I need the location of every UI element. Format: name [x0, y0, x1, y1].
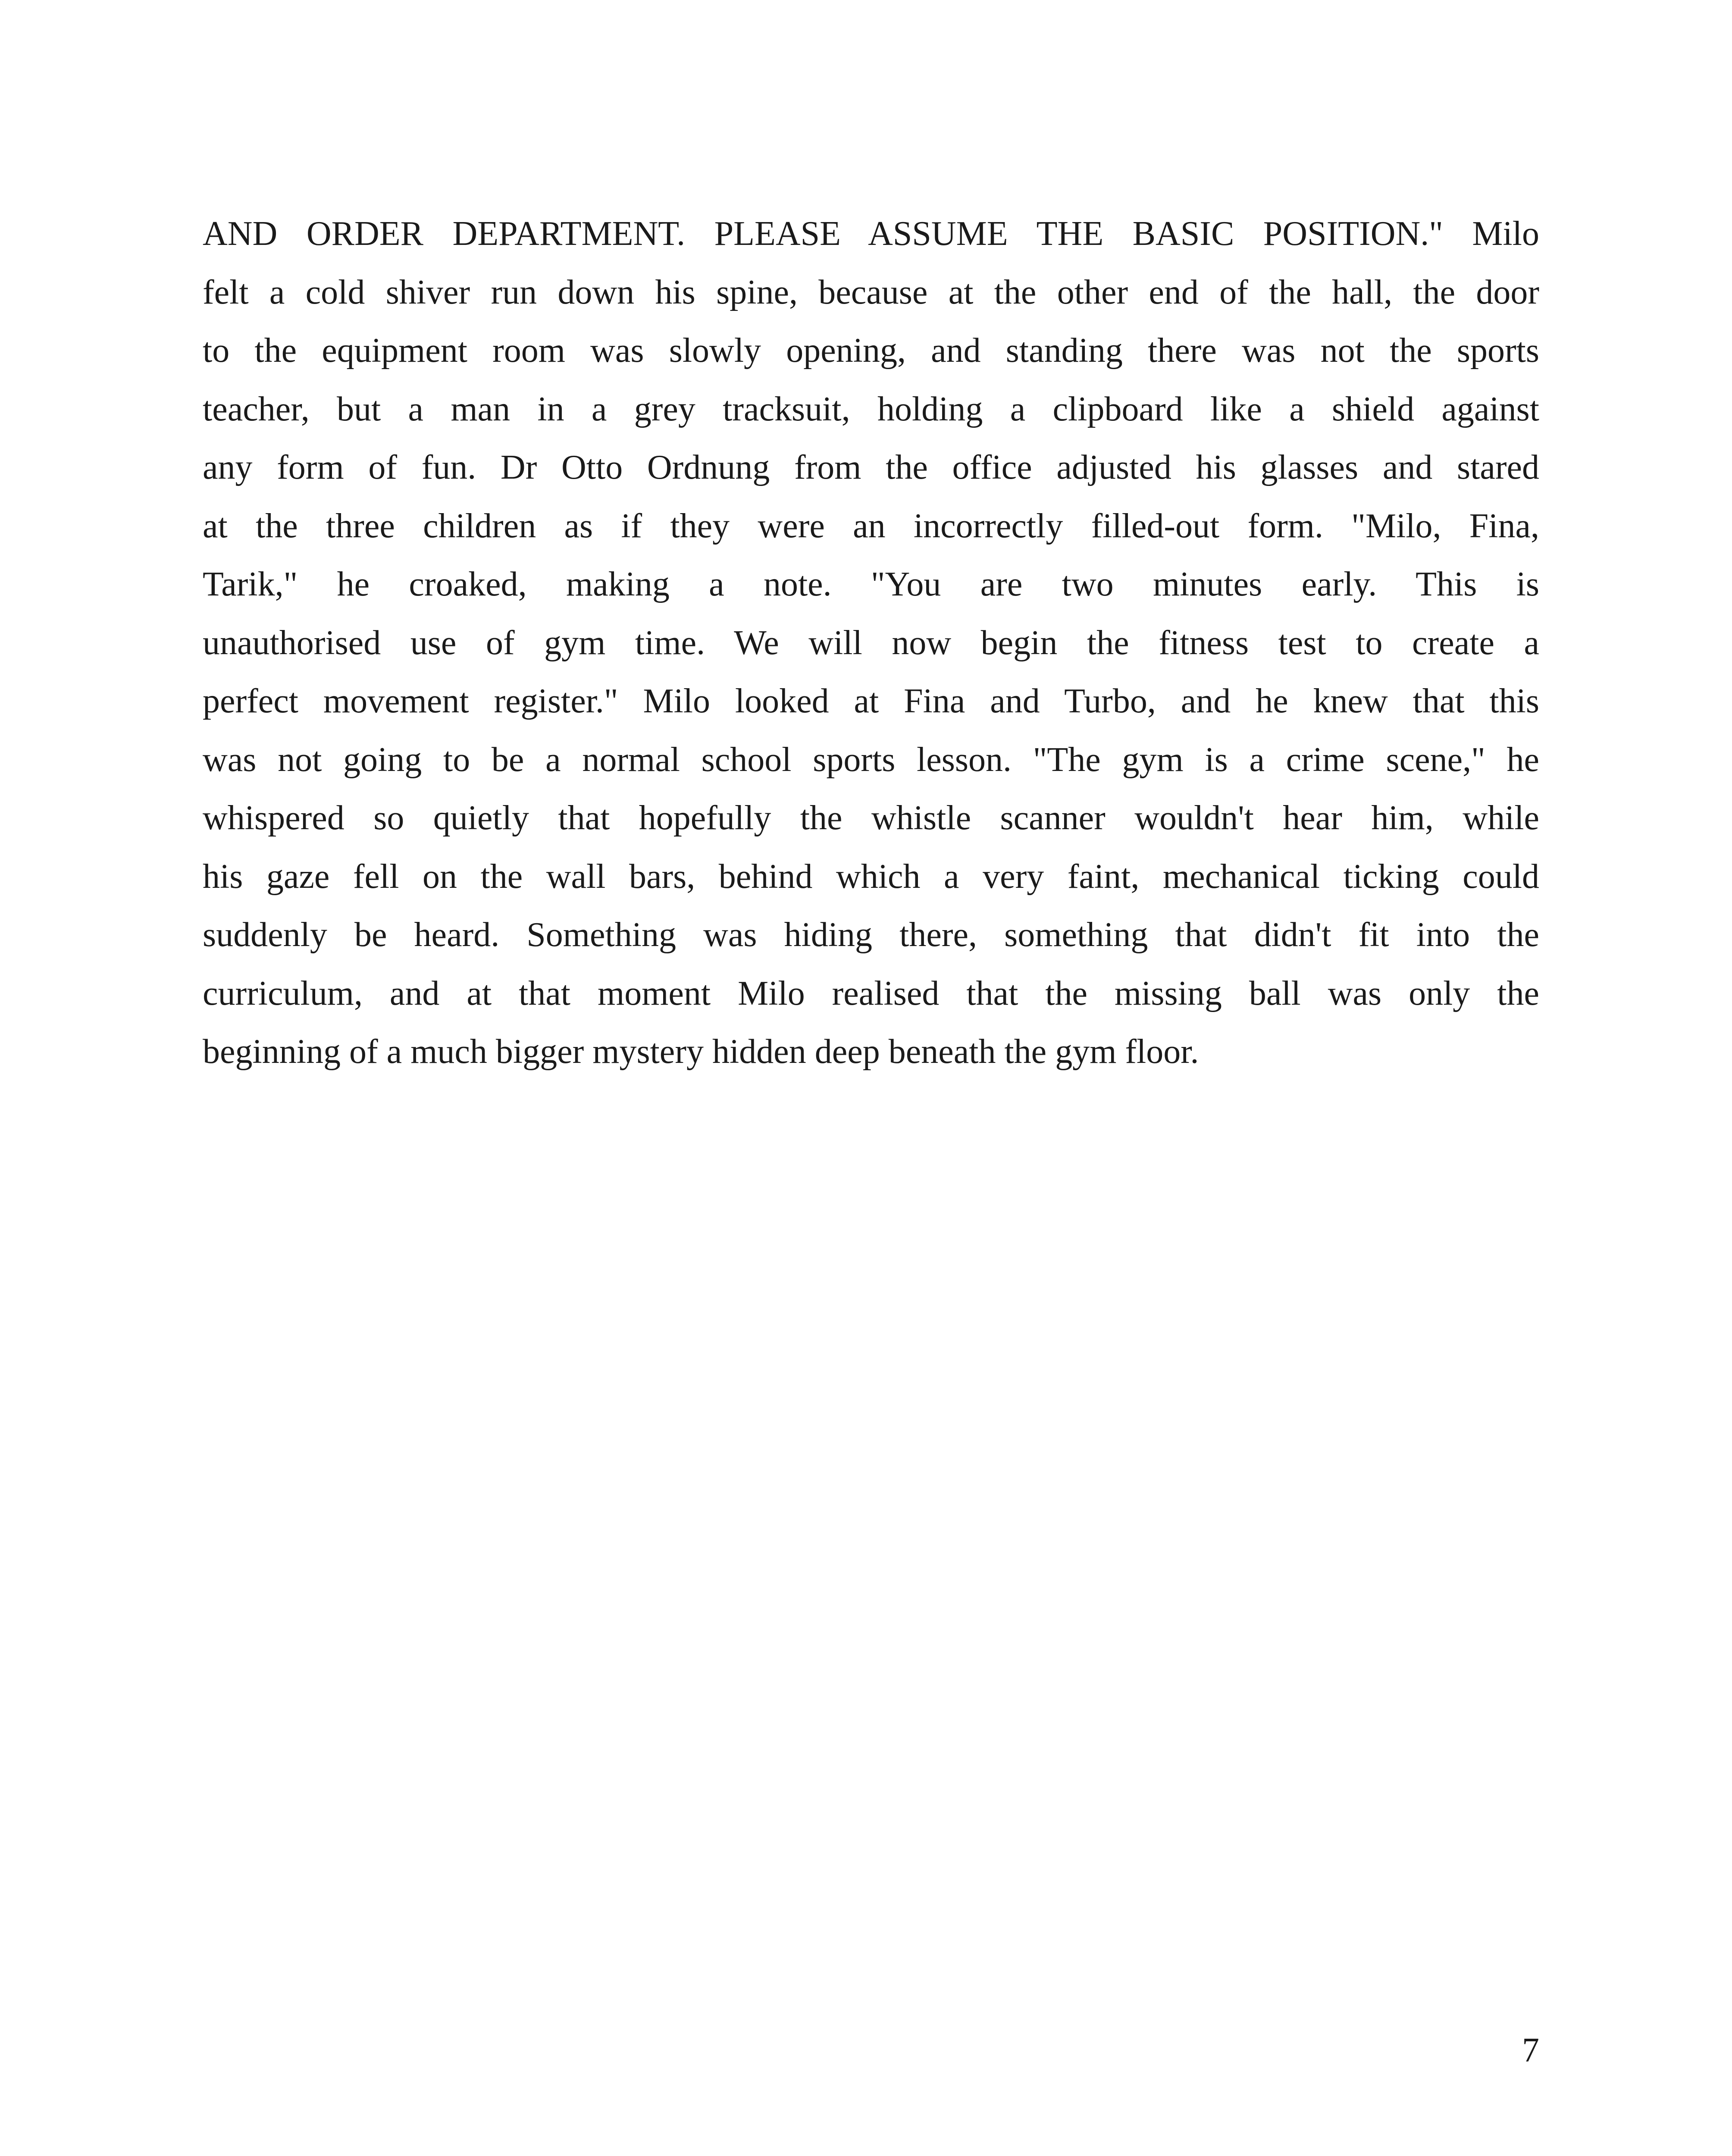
text-line: Tarik," he croaked, making a note. "You are two minutes early. This is: [203, 565, 1539, 603]
text-line: at the three children as if they were an incorrectly filled-out form. "Milo, Fina,: [203, 507, 1539, 545]
page-number: 7: [1522, 2031, 1539, 2069]
text-line: unauthorised use of gym time. We will now begin the fitness test to create a: [203, 624, 1539, 662]
body-paragraph: [203, 205, 1539, 1081]
text-line: to the equipment room was slowly opening, and standing there was not the sports: [203, 332, 1539, 370]
text-line: AND ORDER DEPARTMENT. PLEASE ASSUME THE BASIC POSITION." Milo: [203, 215, 1539, 253]
text-line: felt a cold shiver run down his spine, because at the other end of the hall, the door: [203, 273, 1539, 311]
text-line: his gaze fell on the wall bars, behind which a very faint, mechanical ticking could: [203, 857, 1539, 896]
text-line: any form of fun. Dr Otto Ordnung from the office adjusted his glasses and stared: [203, 448, 1539, 486]
text-line: perfect movement register." Milo looked at Fina and Turbo, and he knew that this: [203, 682, 1539, 720]
text-line: curriculum, and at that moment Milo realised that the missing ball was only the: [203, 974, 1539, 1012]
text-line: teacher, but a man in a grey tracksuit, holding a clipboard like a shield against: [203, 390, 1539, 428]
text-line: whispered so quietly that hopefully the whistle scanner wouldn't hear him, while: [203, 799, 1539, 837]
text-line: suddenly be heard. Something was hiding there, something that didn't fit into the: [203, 916, 1539, 954]
text-line: was not going to be a normal school sports lesson. "The gym is a crime scene," he: [203, 740, 1539, 779]
text-line: beginning of a much bigger mystery hidden deep beneath the gym floor.: [203, 1033, 1199, 1071]
